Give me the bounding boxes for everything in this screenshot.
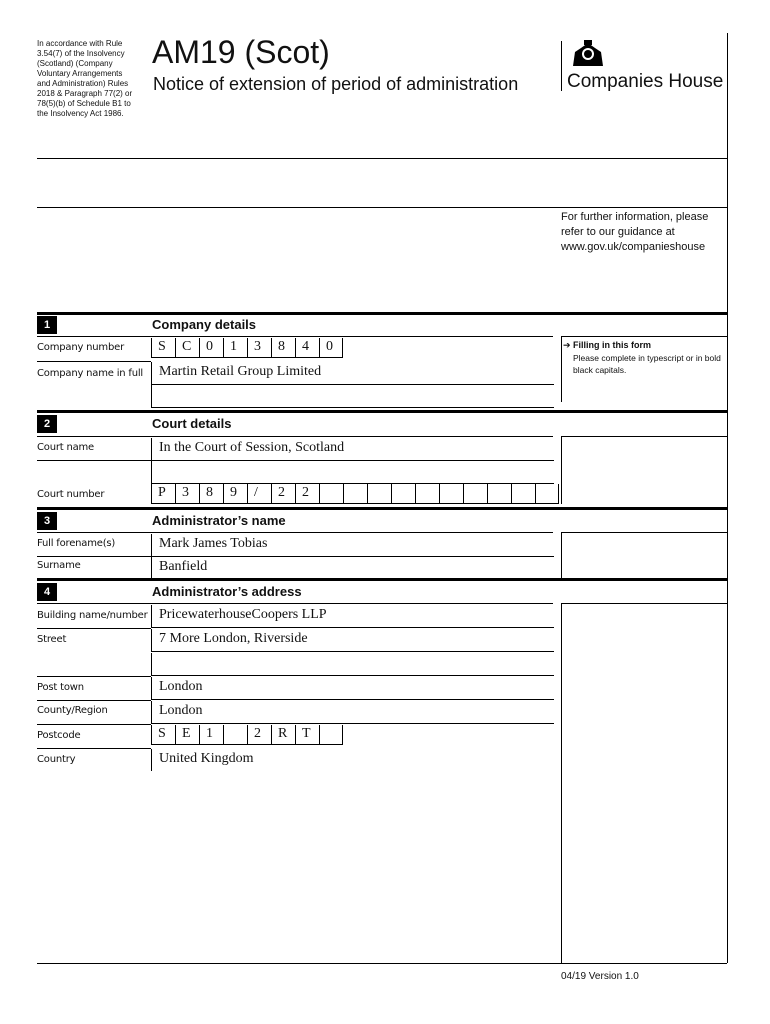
field-label: Company name in full xyxy=(37,368,144,379)
section-title: Administrator’s name xyxy=(152,513,286,528)
character-box[interactable]: 3 xyxy=(175,484,199,504)
company-name-field-line2[interactable] xyxy=(151,385,554,408)
character-box[interactable]: 1 xyxy=(199,725,223,745)
section-rule xyxy=(37,336,553,337)
section-rule xyxy=(37,507,727,510)
company-number-field[interactable] xyxy=(151,338,343,358)
field-label: Court name xyxy=(37,442,95,453)
field-label: Postcode xyxy=(37,730,81,741)
help-text: Please complete in typescript or in bold black capitals. xyxy=(573,353,721,375)
county-value: London xyxy=(159,703,203,718)
row-rule xyxy=(37,748,151,749)
character-box[interactable]: 8 xyxy=(199,484,223,504)
forename-value: Mark James Tobias xyxy=(159,536,268,551)
country-field[interactable] xyxy=(151,749,554,771)
form-title: Notice of extension of period of administration xyxy=(153,74,519,94)
post-town-value: London xyxy=(159,679,203,694)
help-divider xyxy=(561,603,562,963)
building-value: PricewaterhouseCoopers LLP xyxy=(159,607,327,622)
help-rule xyxy=(561,603,727,604)
character-box[interactable]: S xyxy=(151,725,175,745)
section-number: 1 xyxy=(37,316,57,334)
logo-divider xyxy=(561,41,562,91)
surname-field[interactable] xyxy=(151,557,554,579)
character-box[interactable]: R xyxy=(271,725,295,745)
company-name-value: Martin Retail Group Limited xyxy=(159,364,322,379)
field-label: Full forename(s) xyxy=(37,538,116,549)
field-label: County/Region xyxy=(37,705,108,716)
character-box[interactable] xyxy=(535,484,559,504)
field-label: Street xyxy=(37,634,67,645)
postcode-field[interactable] xyxy=(151,725,343,745)
row-rule xyxy=(37,556,151,557)
section-title: Court details xyxy=(152,416,232,431)
legal-note: In accordance with Rule 3.54(7) of the Insolvency (Scotland) (Company Voluntary Arrangements and Administration) Rules 2018 & Paragraph 77(2) or 78(5)(b) of Schedule B1 to the Insolvency Act 1986. xyxy=(37,39,133,118)
field-label: Surname xyxy=(37,560,81,571)
arrow-icon: ➔ xyxy=(563,340,571,350)
section-rule xyxy=(37,436,553,437)
character-box[interactable] xyxy=(223,725,247,745)
version-label: 04/19 Version 1.0 xyxy=(561,971,639,982)
field-label: Country xyxy=(37,754,76,765)
character-box[interactable] xyxy=(343,484,367,504)
help-rule xyxy=(561,436,727,437)
help-title: Filling in this form xyxy=(573,340,651,350)
company-name-field[interactable] xyxy=(151,362,554,385)
character-box[interactable] xyxy=(439,484,463,504)
section-title: Company details xyxy=(152,317,257,332)
further-info: For further information, please refer to our guidance at www.gov.uk/companieshouse xyxy=(561,211,709,253)
surname-value: Banfield xyxy=(159,559,208,574)
character-box[interactable]: 1 xyxy=(223,338,247,358)
section-title: Administrator’s address xyxy=(152,584,302,599)
character-box[interactable]: 9 xyxy=(223,484,247,504)
character-box[interactable] xyxy=(487,484,511,504)
field-label: Post town xyxy=(37,682,84,693)
section-number: 4 xyxy=(37,583,57,601)
field-label: Company number xyxy=(37,342,124,353)
character-box[interactable]: 0 xyxy=(199,338,223,358)
character-box[interactable]: E xyxy=(175,725,199,745)
character-box[interactable] xyxy=(319,484,343,504)
field-label: Building name/number xyxy=(37,610,148,621)
building-field[interactable] xyxy=(151,605,554,628)
brand-name: Companies House xyxy=(567,71,724,92)
footer-rule xyxy=(37,963,727,964)
form-code: AM19 (Scot) xyxy=(152,34,330,70)
country-value: United Kingdom xyxy=(159,751,254,766)
character-box[interactable]: T xyxy=(295,725,319,745)
character-box[interactable] xyxy=(415,484,439,504)
court-name-value: In the Court of Session, Scotland xyxy=(159,440,345,455)
street-field-line2[interactable] xyxy=(151,653,554,676)
top-rule xyxy=(37,207,727,208)
character-box[interactable]: 2 xyxy=(247,725,271,745)
royal-crest-icon xyxy=(569,40,607,68)
help-divider xyxy=(561,336,562,402)
help-rule xyxy=(561,336,727,337)
character-box[interactable]: 3 xyxy=(247,338,271,358)
character-box[interactable]: 2 xyxy=(295,484,319,504)
character-box[interactable]: 2 xyxy=(271,484,295,504)
section-rule xyxy=(37,532,553,533)
right-column-divider xyxy=(727,33,728,963)
character-box[interactable]: 8 xyxy=(271,338,295,358)
help-rule xyxy=(561,532,727,533)
section-rule xyxy=(37,578,727,581)
row-rule xyxy=(37,676,151,677)
row-rule xyxy=(37,628,151,629)
section-rule xyxy=(37,312,727,315)
post-town-field[interactable] xyxy=(151,677,554,700)
county-field[interactable] xyxy=(151,701,554,724)
street-field[interactable] xyxy=(151,629,554,652)
character-box[interactable] xyxy=(463,484,487,504)
help-divider xyxy=(561,532,562,578)
help-divider xyxy=(561,436,562,504)
character-box[interactable]: C xyxy=(175,338,199,358)
character-box[interactable] xyxy=(367,484,391,504)
row-rule xyxy=(37,460,151,461)
character-box[interactable]: 0 xyxy=(319,338,343,358)
street-value: 7 More London, Riverside xyxy=(159,631,308,646)
row-rule xyxy=(37,724,151,725)
character-box[interactable]: 4 xyxy=(295,338,319,358)
row-rule xyxy=(37,361,151,362)
header-rule xyxy=(37,158,727,159)
character-box[interactable]: / xyxy=(247,484,271,504)
court-number-field[interactable] xyxy=(151,484,559,504)
character-box[interactable] xyxy=(319,725,343,745)
court-name-field-line2[interactable] xyxy=(151,461,554,484)
section-rule xyxy=(37,603,553,604)
field-label: Court number xyxy=(37,489,105,500)
section-rule xyxy=(37,410,727,413)
forename-field[interactable] xyxy=(151,534,554,557)
section-number: 3 xyxy=(37,512,57,530)
character-box[interactable]: P xyxy=(151,484,175,504)
character-box[interactable]: S xyxy=(151,338,175,358)
character-box[interactable] xyxy=(391,484,415,504)
court-name-field[interactable] xyxy=(151,438,554,461)
character-box[interactable] xyxy=(511,484,535,504)
section-number: 2 xyxy=(37,415,57,433)
row-rule xyxy=(37,700,151,701)
